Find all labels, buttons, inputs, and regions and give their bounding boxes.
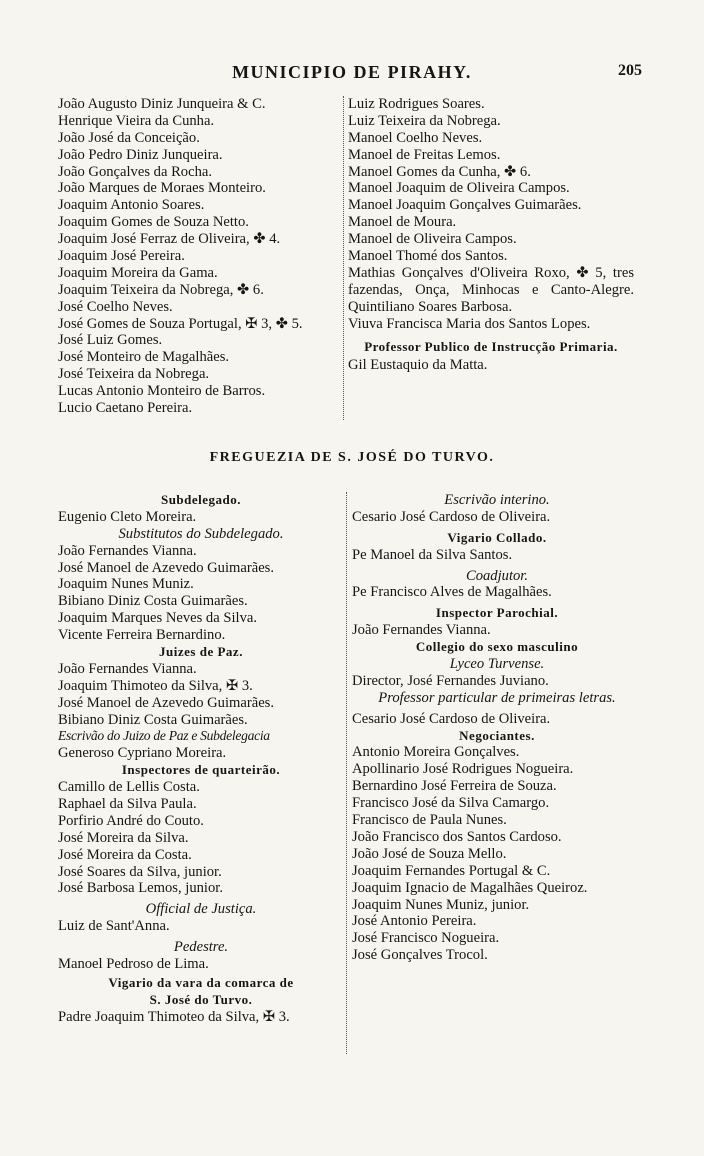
list-item: Manoel Joaquim de Oliveira Campos.	[348, 180, 570, 197]
collegio-heading: Collegio do sexo masculino	[415, 639, 579, 655]
list-item: Joaquim Antonio Soares.	[58, 197, 205, 214]
list-item: João Marques de Moraes Monteiro.	[58, 180, 266, 197]
pedestre: Manoel Pedroso de Lima.	[58, 956, 209, 973]
list-item: Joaquim Nunes Muniz, junior.	[352, 896, 530, 913]
list-item: Lucas Antonio Monteiro de Barros.	[58, 383, 266, 400]
coadjutor-heading: Coadjutor.	[465, 567, 529, 584]
list-item: Manoel de Freitas Lemos.	[348, 146, 501, 163]
list-item: Luiz Rodrigues Soares.	[348, 96, 485, 112]
list-item: Manoel Gomes da Cunha, ✤ 6.	[348, 163, 531, 180]
list-item: Bernardino José Ferreira de Souza.	[352, 778, 557, 795]
list-item: Manoel Coelho Neves.	[348, 129, 483, 146]
list-item: Quintiliano Soares Barbosa.	[348, 298, 513, 315]
list-item: João Augusto Diniz Junqueira & C.	[58, 96, 266, 112]
list-item: José Moreira da Costa.	[58, 846, 192, 863]
list-item: Joaquim Marques Neves da Silva.	[58, 610, 258, 627]
escrivao-juizo-heading: Escrivão do Juizo de Paz e Subdelegacia	[58, 728, 270, 744]
list-item: João Fernandes Vianna.	[58, 660, 197, 677]
list-item: Joaquim Nunes Muniz.	[58, 576, 194, 593]
list-item: João Gonçalves da Rocha.	[58, 163, 212, 180]
bottom-left-column	[58, 492, 344, 1026]
prof-particular-heading: Professor particular de primeiras letras.	[378, 689, 616, 706]
coadjutor: Pe Francisco Alves de Magalhães.	[352, 584, 552, 601]
vigario-vara: Padre Joaquim Thimoteo da Silva, ✠ 3.	[58, 1008, 290, 1025]
list-item: Joaquim José Ferraz de Oliveira, ✤ 4.	[58, 231, 281, 248]
list-item: João José da Conceição.	[58, 129, 200, 146]
list-item: João Pedro Diniz Junqueira.	[58, 146, 223, 163]
list-item: José Monteiro de Magalhães.	[58, 349, 230, 366]
list-item: José Soares da Silva, junior.	[58, 863, 222, 880]
list-item: Apollinario José Rodrigues Nogueira.	[352, 761, 574, 778]
list-item: José Manoel de Azevedo Guimarães.	[58, 694, 274, 711]
inspector-heading: Inspector Parochial.	[435, 605, 559, 621]
pedestre-heading: Pedestre.	[173, 939, 229, 956]
list-item: José Coelho Neves.	[58, 298, 173, 315]
director: Director, José Fernandes Juviano.	[352, 672, 549, 689]
escrivao-interino-heading: Escrivão interino.	[444, 492, 550, 508]
inspectores-heading: Inspectores de quarteirão.	[121, 762, 281, 778]
page-header	[0, 62, 704, 86]
list-item: Bibiano Diniz Costa Guimarães.	[58, 593, 248, 610]
list-item: Manoel de Oliveira Campos.	[348, 231, 517, 248]
vigario-heading: Vigario Collado.	[447, 529, 547, 545]
list-item: José Gomes de Souza Portugal, ✠ 3, ✤ 5.	[58, 315, 303, 332]
list-item: Vicente Ferreira Bernardino.	[58, 627, 226, 644]
escrivao-interino: Cesario José Cardoso de Oliveira.	[352, 508, 551, 525]
list-item: João José de Souza Mello.	[352, 845, 507, 862]
top-left-column	[58, 96, 343, 417]
professor-heading: Professor Publico de Instrucção Primaria.	[364, 338, 618, 354]
list-item: Manoel de Moura.	[348, 214, 457, 231]
list-item: José Manoel de Azevedo Guimarães.	[58, 559, 274, 576]
list-item: João Francisco dos Santos Cardoso.	[352, 828, 562, 845]
list-item: José Francisco Nogueira.	[352, 930, 500, 947]
substitutos-heading: Substitutos do Subdelegado.	[118, 525, 284, 542]
list-item: José Gonçalves Trocol.	[352, 947, 488, 964]
column-divider-bottom	[346, 492, 347, 1054]
list-item: Joaquim Ignacio de Magalhães Queiroz.	[352, 879, 588, 896]
list-item: Raphael da Silva Paula.	[58, 796, 197, 813]
list-item: José Antonio Pereira.	[352, 913, 477, 930]
subdelegado: Eugenio Cleto Moreira.	[58, 508, 197, 525]
list-item: Francisco de Paula Nunes.	[352, 812, 507, 829]
page-title: MUNICIPIO DE PIRAHY.	[232, 62, 472, 82]
vigario: Pe Manoel da Silva Santos.	[352, 546, 513, 563]
list-item: Joaquim Fernandes Portugal & C.	[352, 862, 551, 879]
list-item: Henrique Vieira da Cunha.	[58, 112, 215, 129]
list-item: José Barbosa Lemos, junior.	[58, 880, 223, 897]
list-item: Joaquim José Pereira.	[58, 248, 185, 265]
list-item: José Teixeira da Nobrega.	[58, 366, 210, 383]
list-item: Bibiano Diniz Costa Guimarães.	[58, 711, 248, 728]
list-item: Joaquim Moreira da Gama.	[58, 264, 218, 281]
list-item: Joaquim Teixeira da Nobrega, ✤ 6.	[58, 281, 264, 298]
escrivao-juizo: Generoso Cypriano Moreira.	[58, 745, 227, 762]
list-item: Camillo de Lellis Costa.	[58, 779, 200, 796]
list-item: Francisco José da Silva Camargo.	[352, 795, 550, 812]
professor-name: Gil Eustaquio da Matta.	[348, 357, 488, 374]
bottom-right-column	[352, 492, 642, 964]
list-item: Joaquim Gomes de Souza Netto.	[58, 214, 249, 231]
column-divider	[343, 96, 344, 420]
official: Luiz de Sant'Anna.	[58, 918, 170, 935]
list-item: Lucio Caetano Pereira.	[58, 400, 193, 417]
vigario-vara-heading-2: S. José do Turvo.	[149, 991, 253, 1007]
list-item: Joaquim Thimoteo da Silva, ✠ 3.	[58, 677, 253, 694]
list-item: Porfirio André do Couto.	[58, 812, 204, 829]
juizes-heading: Juizes de Paz.	[159, 644, 243, 660]
list-item: José Luiz Gomes.	[58, 332, 163, 349]
mathias-entry: Mathias Gonçalves d'Oliveira Roxo, ✤ 5, tres fazendas, Onça, Minhocas e Canto-Alegre.	[348, 264, 634, 298]
official-heading: Official de Justiça.	[145, 901, 257, 918]
list-item: José Moreira da Silva.	[58, 829, 189, 846]
list-item: Manoel Thomé dos Santos.	[348, 248, 508, 265]
negociantes-heading: Negociantes.	[459, 727, 535, 743]
list-item: Luiz Teixeira da Nobrega.	[348, 112, 501, 129]
list-item: Manoel Joaquim Gonçalves Guimarães.	[348, 197, 582, 214]
list-item: Antonio Moreira Gonçalves.	[352, 744, 520, 761]
list-item: João Fernandes Vianna.	[58, 542, 197, 559]
page-number: 205	[618, 62, 642, 79]
top-right-column	[348, 96, 634, 374]
vigario-vara-heading-1: Vigario da vara da comarca de	[108, 974, 294, 990]
section-title: FREGUEZIA DE S. JOSÉ DO TURVO.	[209, 450, 495, 465]
list-item: Viuva Francisca Maria dos Santos Lopes.	[348, 315, 591, 332]
subdelegado-heading: Subdelegado.	[160, 492, 242, 507]
inspector: João Fernandes Vianna.	[352, 622, 491, 639]
prof-particular: Cesario José Cardoso de Oliveira.	[352, 710, 551, 727]
lyceo-heading: Lyceo Turvense.	[449, 656, 545, 673]
